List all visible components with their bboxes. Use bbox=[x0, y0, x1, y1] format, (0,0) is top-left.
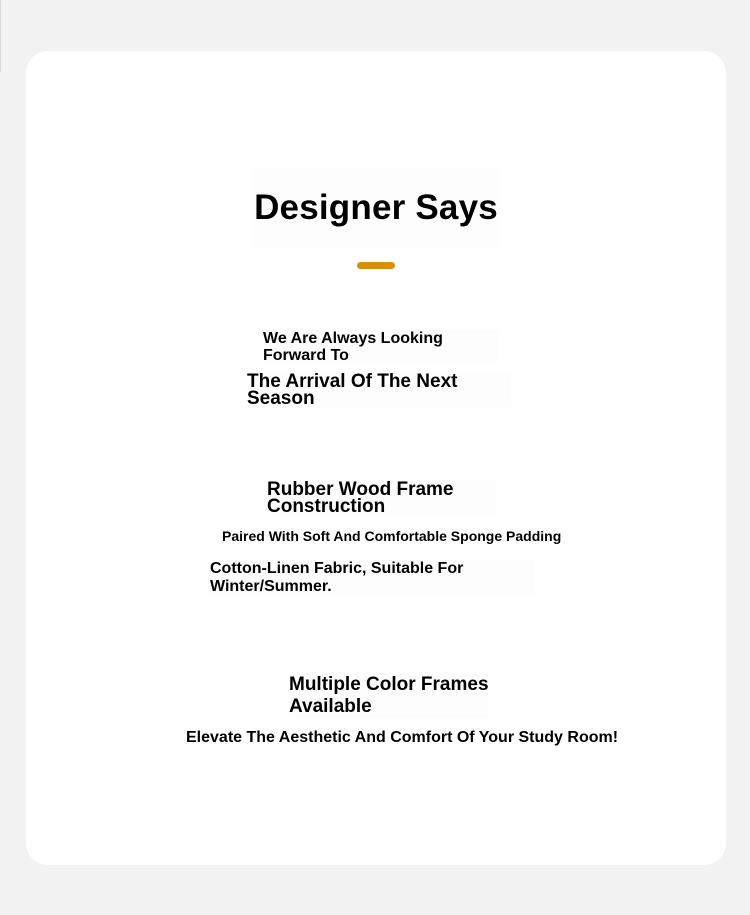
title-accent-bar bbox=[357, 262, 395, 269]
section-2-line-2: Paired With Soft And Comfortable Sponge Padding bbox=[222, 528, 572, 544]
section-1-line-2: The Arrival Of The Next Season bbox=[247, 373, 511, 407]
content-card bbox=[26, 51, 726, 865]
page-title: Designer Says bbox=[254, 188, 498, 227]
section-3-line-1: Multiple Color Frames Available bbox=[289, 674, 489, 717]
section-1-line-1: We Are Always Looking Forward To bbox=[263, 330, 499, 364]
title-box bbox=[254, 169, 498, 247]
section-3-line-2: Elevate The Aesthetic And Comfort Of Your Study Room! bbox=[186, 729, 619, 746]
section-2-line-1: Rubber Wood Frame Construction bbox=[267, 481, 497, 515]
section-2-line-3: Cotton-Linen Fabric, Suitable For Winter/Summer. bbox=[210, 560, 534, 596]
left-divider bbox=[0, 0, 1, 72]
